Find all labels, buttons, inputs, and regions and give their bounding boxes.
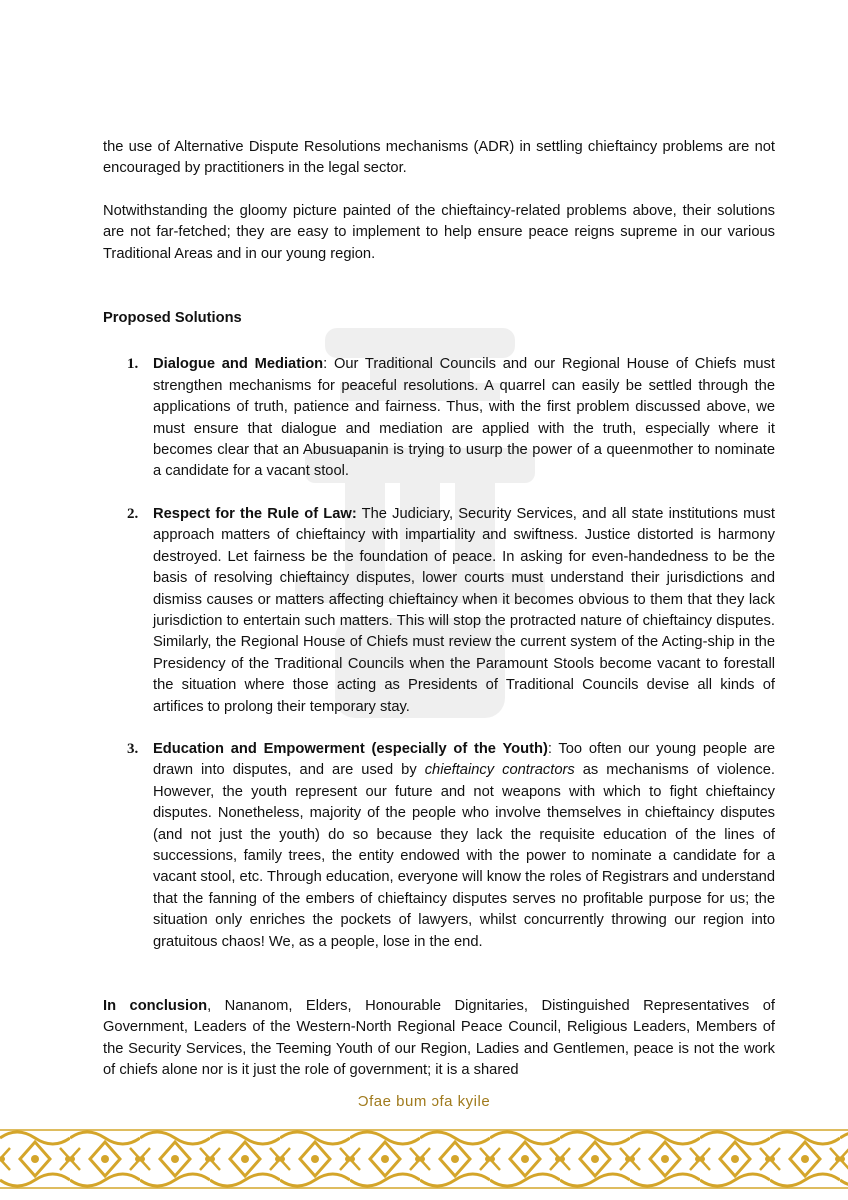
solution-text: as mechanisms of violence. However, the youth represent our future and not weapons with which to fight chieftaincy disputes. Nonetheless, majority of the people who involve themselves in chieftaincy disputes (and not just the youth) do so because they lack the requisite education of the lines of successions, family trees, the entity endowed with the power to nominate a candidate for a vacant stool, etc. Through education, everyone will know the roles of Registrars and understand that the fanning of the embers of chieftaincy disputes serves no profitable purpose for us; the situation only enriches the pockets of lawyers, whilst concurrently throwing our region into gratuitous chaos! We, as a people, lose in the end. bbox=[153, 762, 775, 950]
solutions-list bbox=[103, 354, 775, 953]
list-number: 1. bbox=[127, 356, 139, 373]
list-number: 2. bbox=[127, 505, 139, 522]
footer-motto: Ɔfae bum ɔfa kyile bbox=[357, 1093, 491, 1110]
conclusion-paragraph bbox=[103, 996, 775, 1082]
conclusion-text: , Nananom, Elders, Honourable Dignitaries, Distinguished Representatives of Government, Leaders of the Western-North Regional Peace Council, Religious Leaders, Members of the Security Services, the Teeming Youth of our Region, Ladies and Gentlemen, peace is not the work of chiefs alone nor is it just the role of government; it is a shared bbox=[103, 998, 775, 1079]
solution-title: Dialogue and Mediation bbox=[153, 356, 324, 373]
intro-paragraph-1: the use of Alternative Dispute Resolutions mechanisms (ADR) in settling chieftaincy problems are not encouraged by practitioners in the legal sector. bbox=[103, 139, 775, 177]
solution-text: : Too often our young people are drawn into disputes, and are used by bbox=[153, 740, 775, 779]
intro-paragraph-2: Notwithstanding the gloomy picture painted of the chieftaincy-related problems above, their solutions are not far-fetched; they are easy to implement to help ensure peace reigns supreme in our various Traditional Areas and in our young region. bbox=[103, 202, 775, 262]
solution-item bbox=[103, 354, 775, 482]
solution-text: : Our Traditional Councils and our Regional House of Chiefs must strengthen mechanisms for peaceful resolutions. A quarrel can easily be settled through the applications of truth, patience and fairness. Thus, with the first problem discussed above, we must ensure that dialogue and mediation are applied with the truth, especially where it becomes clear that an Abusuapanin is trying to usurp the power of a queenmother to nominate a candidate for a vacant stool. bbox=[153, 356, 775, 480]
solution-item bbox=[103, 504, 775, 718]
decorative-border bbox=[0, 1118, 848, 1200]
solution-title: Education and Empowerment (especially of the Youth) bbox=[153, 740, 548, 757]
list-number: 3. bbox=[127, 740, 139, 757]
conclusion-lead: In conclusion bbox=[103, 998, 208, 1014]
solution-title: Respect for the Rule of Law: bbox=[153, 505, 357, 522]
solution-text: The Judiciary, Security Services, and all state institutions must approach matters of chieftaincy with impartiality and swiftness. Justice distorted is harmony destroyed. Let fairness be the foundation of peace. In asking for even-handedness to be the basis of resolving chieftaincy disputes, lower courts must understand their jurisdictions and dismiss causes or matters affecting chieftaincy when it becomes obvious to them that they lack jurisdiction to entertain such matters. This will stop the protracted nature of chieftaincy disputes. Similarly, the Regional House of Chiefs must review the current system of the Acting-ship in the Presidency of the Traditional Councils when the Paramount Stools become vacant to forestall the situation where those acting as Presidents of Traditional Councils devise all kinds of artifices to prolong their temporary stay. bbox=[153, 505, 775, 715]
document-body bbox=[103, 137, 775, 1082]
section-heading: Proposed Solutions bbox=[103, 310, 242, 327]
solution-italic-text: chieftaincy contractors bbox=[424, 762, 575, 779]
solution-item bbox=[103, 739, 775, 953]
